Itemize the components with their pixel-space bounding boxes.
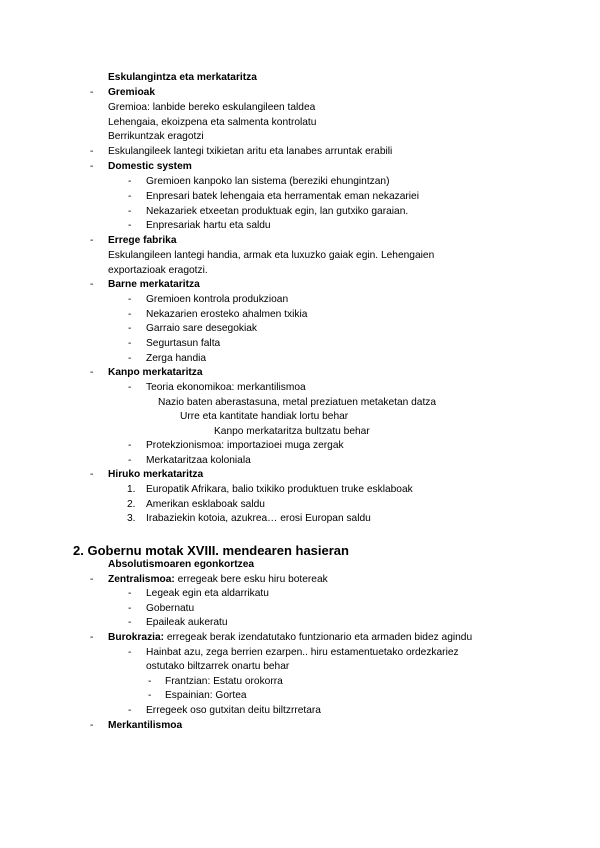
section-heading: 2. Gobernu motak XVIII. mendearen hasieran — [73, 543, 349, 558]
list-item: Enpresari batek lehengaia eta herramentak eman nekazariei — [146, 191, 419, 202]
list-item: Legeak egin eta aldarrikatu — [146, 588, 269, 599]
list-item: Irabaziekin kotoia, azukrea… erosi Europan saldu — [146, 513, 371, 524]
list-item: Merkataritzaa koloniala — [146, 455, 251, 466]
bullet-dash: - — [128, 323, 132, 334]
list-item: Nekazarien erosteko ahalmen txikia — [146, 309, 308, 320]
bullet-dash: - — [128, 603, 132, 614]
zentralismoa-term: Zentralismoa: — [108, 574, 175, 585]
bullet-dash: - — [128, 440, 132, 451]
bullet-dash: - — [128, 353, 132, 364]
bullet-dash: - — [128, 309, 132, 320]
list-item: Segurtasun falta — [146, 338, 221, 349]
bullet-dash: - — [128, 705, 132, 716]
burokrazia-text: erregeak berak izendatutako funtzionario eta armaden bidez agindu — [164, 632, 473, 643]
text-line: Gremioa: lanbide bereko eskulangileen taldea — [108, 102, 316, 113]
bullet-dash: - — [90, 279, 94, 290]
bullet-dash: - — [128, 176, 132, 187]
section-title: Eskulangintza eta merkataritza — [108, 72, 257, 83]
bullet-dash: - — [90, 632, 94, 643]
hiruko-merkataritza-title: Hiruko merkataritza — [108, 469, 204, 480]
barne-merkataritza-title: Barne merkataritza — [108, 279, 200, 290]
list-item: Frantzian: Estatu orokorra — [165, 676, 283, 687]
text-line: Urre eta kantitate handiak lortu behar — [180, 411, 349, 422]
list-item: Europatik Afrikara, balio txikiko produktuen truke esklaboak — [146, 484, 413, 495]
bullet-dash: - — [148, 676, 152, 687]
bullet-dash: - — [128, 294, 132, 305]
kanpo-merkataritza-title: Kanpo merkataritza — [108, 367, 203, 378]
bullet-dash: - — [90, 720, 94, 731]
bullet-dash: - — [90, 87, 94, 98]
bullet-dash: - — [128, 455, 132, 466]
domestic-system-title: Domestic system — [108, 161, 192, 172]
bullet-dash: - — [128, 617, 132, 628]
list-item: Gobernatu — [146, 603, 195, 614]
list-item: Nekazariek etxeetan produktuak egin, lan gutxiko garaian. — [146, 206, 409, 217]
list-item: Gremioen kontrola produkzioan — [146, 294, 289, 305]
bullet-dash: - — [128, 647, 132, 658]
list-item: Protekzionismoa: importazioei muga zergak — [146, 440, 344, 451]
list-item: Espainian: Gortea — [165, 690, 247, 701]
bullet-dash: - — [90, 469, 94, 480]
text-line: Eskulangileek lantegi txikietan aritu eta lanabes arruntak erabili — [108, 146, 393, 157]
bullet-dash: - — [90, 367, 94, 378]
bullet-dash: - — [90, 235, 94, 246]
text-line: ostutako biltzarrek onartu behar — [146, 661, 290, 672]
list-item: Gremioen kanpoko lan sistema (bereziki ehungintzan) — [146, 176, 390, 187]
list-item: Teoria ekonomikoa: merkantilismoa — [146, 382, 306, 393]
bullet-dash: - — [128, 191, 132, 202]
text-line: Lehengaia, ekoizpena eta salmenta kontrolatu — [108, 117, 317, 128]
bullet-dash: - — [128, 588, 132, 599]
list-item: Erregeek oso gutxitan deitu biltzrretara — [146, 705, 321, 716]
list-number: 1. — [127, 484, 136, 495]
list-item: Hainbat azu, zega berrien ezarpen.. hiru estamentuetako ordezkariez — [146, 647, 459, 658]
list-number: 2. — [127, 499, 136, 510]
list-item: Zerga handia — [146, 353, 207, 364]
list-item: Garraio sare desegokiak — [146, 323, 257, 334]
list-number: 3. — [127, 513, 136, 524]
text-line: Eskulangileen lantegi handia, armak eta luxuzko gaiak egin. Lehengaien — [108, 250, 435, 261]
bullet-dash: - — [128, 382, 132, 393]
subsection-title: Absolutismoaren egonkortzea — [108, 559, 255, 570]
list-item: Enpresariak hartu eta saldu — [146, 220, 271, 231]
text-line: Kanpo merkataritza bultzatu behar — [214, 426, 370, 437]
text-line — [108, 575, 328, 585]
bullet-dash: - — [128, 220, 132, 231]
list-item: Epaileak aukeratu — [146, 617, 228, 628]
gremioak-title: Gremioak — [108, 87, 155, 98]
burokrazia-term: Burokrazia: — [108, 632, 165, 643]
text-line: exportazioak eragotzi. — [108, 265, 208, 276]
text-line — [108, 633, 472, 643]
text-line: Nazio baten aberastasuna, metal preziatuen metaketan datza — [158, 397, 437, 408]
merkantilismoa-title: Merkantilismoa — [108, 720, 183, 731]
zentralismoa-text: erregeak bere esku hiru botereak — [174, 574, 328, 585]
list-item: Amerikan esklaboak saldu — [146, 499, 265, 510]
bullet-dash: - — [128, 338, 132, 349]
bullet-dash: - — [90, 146, 94, 157]
bullet-dash: - — [148, 690, 152, 701]
bullet-dash: - — [90, 574, 94, 585]
bullet-dash: - — [90, 161, 94, 172]
bullet-dash: - — [128, 206, 132, 217]
text-line: Berrikuntzak eragotzi — [108, 131, 204, 142]
errege-fabrika-title: Errege fabrika — [108, 235, 177, 246]
